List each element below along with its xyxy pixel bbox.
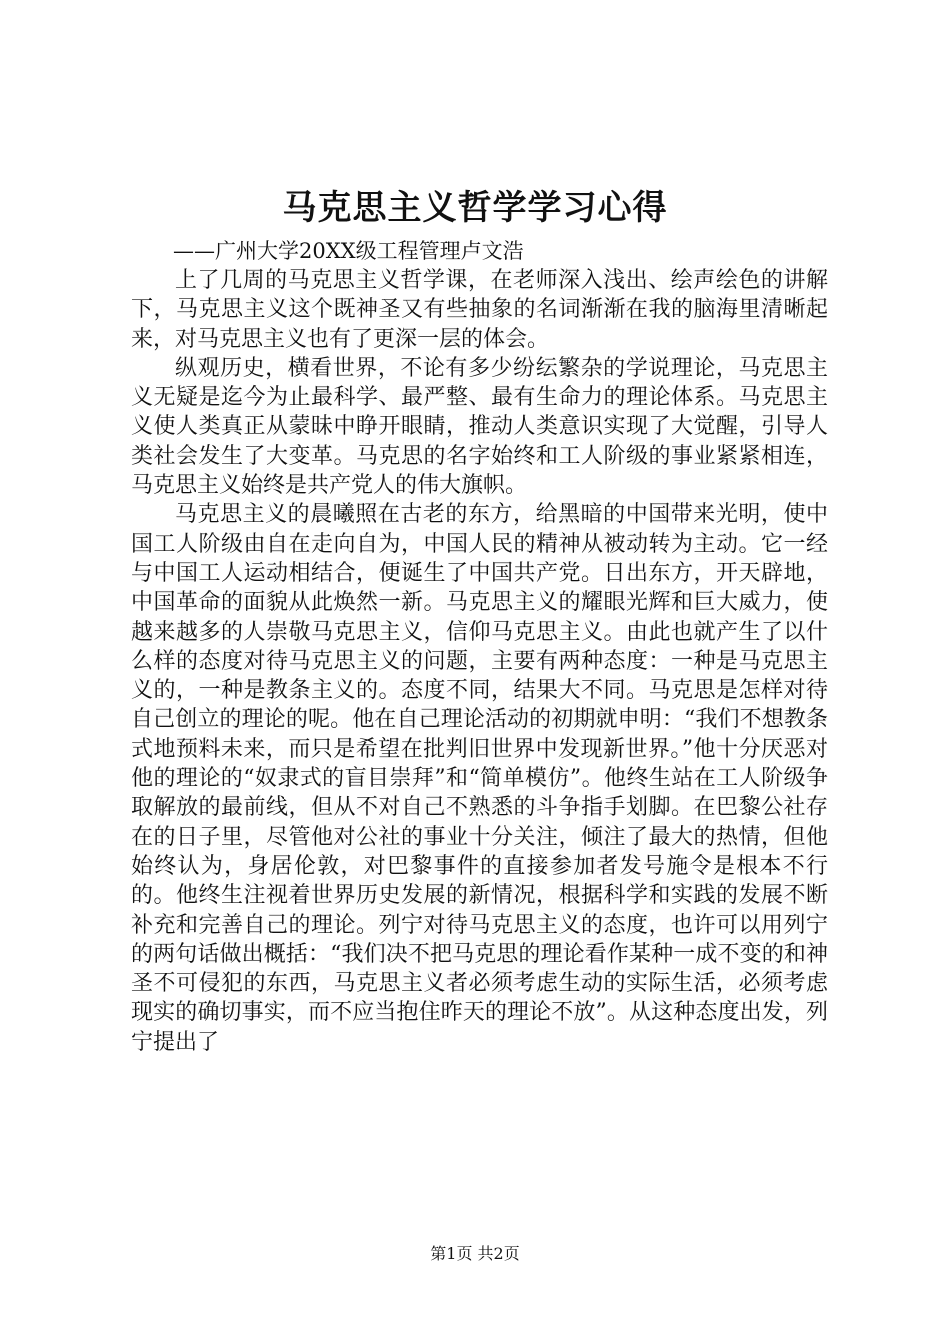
document-title: 马克思主义哲学学习心得: [282, 188, 668, 228]
paragraph: 纵观历史，横看世界，不论有多少纷纭繁杂的学说理论，马克思主义无疑是迄今为止最科学、最严整、最有生命力的理论体系。马克思主义使人类真正从蒙昧中睁开眼睛，推动人类意识实现了大觉醒，引导人类社会发生了大变革。马克思的名字始终和工人阶级的事业紧紧相连，马克思主义始终是共产党人的伟大旗帜。: [131, 355, 828, 499]
paragraph: 上了几周的马克思主义哲学课，在老师深入浅出、绘声绘色的讲解下，马克思主义这个既神圣又有些抽象的名词渐渐在我的脑海里清晰起来，对马克思主义也有了更深一层的体会。: [131, 268, 828, 352]
document-byline: ——广州大学20XX级工程管理卢文浩: [173, 239, 524, 263]
paragraph: 马克思主义的晨曦照在古老的东方，给黑暗的中国带来光明，使中国工人阶级由自在走向自为，中国人民的精神从被动转为主动。它一经与中国工人运动相结合，便诞生了中国共产党。日出东方，开天辟地，中国革命的面貌从此焕然一新。马克思主义的耀眼光辉和巨大威力，使越来越多的人崇敬马克思主义，信仰马克思主义。由此也就产生了以什么样的态度对待马克思主义的问题，主要有两种态度：一种是马克思主义的，一种是教条主义的。态度不同，结果大不同。马克思是怎样对待自己创立的理论的呢。他在自己理论活动的初期就申明：“我们不想教条式地预料未来，而只是希望在批判旧世界中发现新世界。”他十分厌恶对他的理论的“奴隶式的盲目崇拜”和“简单模仿”。他终生站在工人阶级争取解放的最前线，但从不对自己不熟悉的斗争指手划脚。在巴黎公社存在的日子里，尽管他对公社的事业十分关注，倾注了最大的热情，但他始终认为，身居伦敦，对巴黎事件的直接参加者发号施令是根本不行的。他终生注视着世界历史发展的新情况，根据科学和实践的发展不断补充和完善自己的理论。列宁对待马克思主义的态度，也许可以用列宁的两句话做出概括：“我们决不把马克思的理论看作某种一成不变的和神圣不可侵犯的东西，马克思主义者必须考虑生动的实际生活，必须考虑现实的确切事实，而不应当抱住昨天的理论不放”。从这种态度出发，列宁提出了: [131, 502, 828, 1055]
document-body: [131, 266, 828, 1057]
page-footer: 第1页 共2页: [430, 1244, 520, 1263]
